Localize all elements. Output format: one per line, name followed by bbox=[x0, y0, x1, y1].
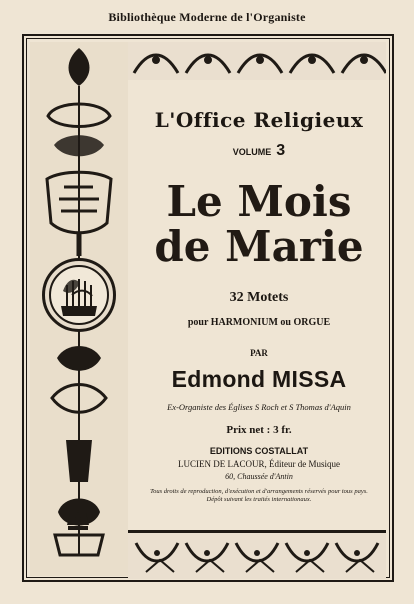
work-title-line-2: de Marie bbox=[154, 222, 364, 271]
editor-line: LUCIEN DE LACOUR, Éditeur de Musique bbox=[178, 459, 340, 469]
volume-label: VOLUME bbox=[232, 147, 272, 157]
top-ornament-band bbox=[128, 42, 386, 80]
work-title-line-1: Le Mois bbox=[166, 177, 352, 226]
title-panel bbox=[132, 84, 386, 528]
series-title: Bibliothèque Moderne de l'Organiste bbox=[108, 10, 306, 24]
volume-number: 3 bbox=[276, 142, 286, 159]
volume-line bbox=[132, 142, 386, 160]
instrumentation: pour HARMONIUM ou ORGUE bbox=[187, 317, 331, 328]
collection-title: L'Office Religieux bbox=[154, 108, 364, 132]
organist-medallion-icon bbox=[42, 258, 116, 332]
publisher: EDITIONS COSTALLAT bbox=[209, 446, 309, 456]
crown-icon bbox=[64, 506, 92, 534]
address-line: 60, Chaussée d'Antin bbox=[225, 472, 293, 481]
work-title bbox=[132, 179, 386, 269]
composer-name: Edmond MISSA bbox=[171, 366, 347, 392]
left-ornament-column bbox=[30, 42, 128, 576]
rights-notice: Tous droits de reproduction, d'exécution et d'arrangements réservés pour tous pays. Dépôt suivant les traités internationaux. bbox=[150, 488, 368, 503]
ornament-icon bbox=[128, 533, 386, 579]
price: Prix net : 3 fr. bbox=[226, 424, 292, 436]
subtitle: 32 Motets bbox=[229, 290, 289, 305]
ornament-icon bbox=[128, 42, 386, 80]
author-prefix: PAR bbox=[250, 348, 268, 358]
composer-role: Ex-Organiste des Églises S Roch et S Thomas d'Aquin bbox=[167, 402, 351, 412]
bottom-ornament-band bbox=[128, 530, 386, 576]
